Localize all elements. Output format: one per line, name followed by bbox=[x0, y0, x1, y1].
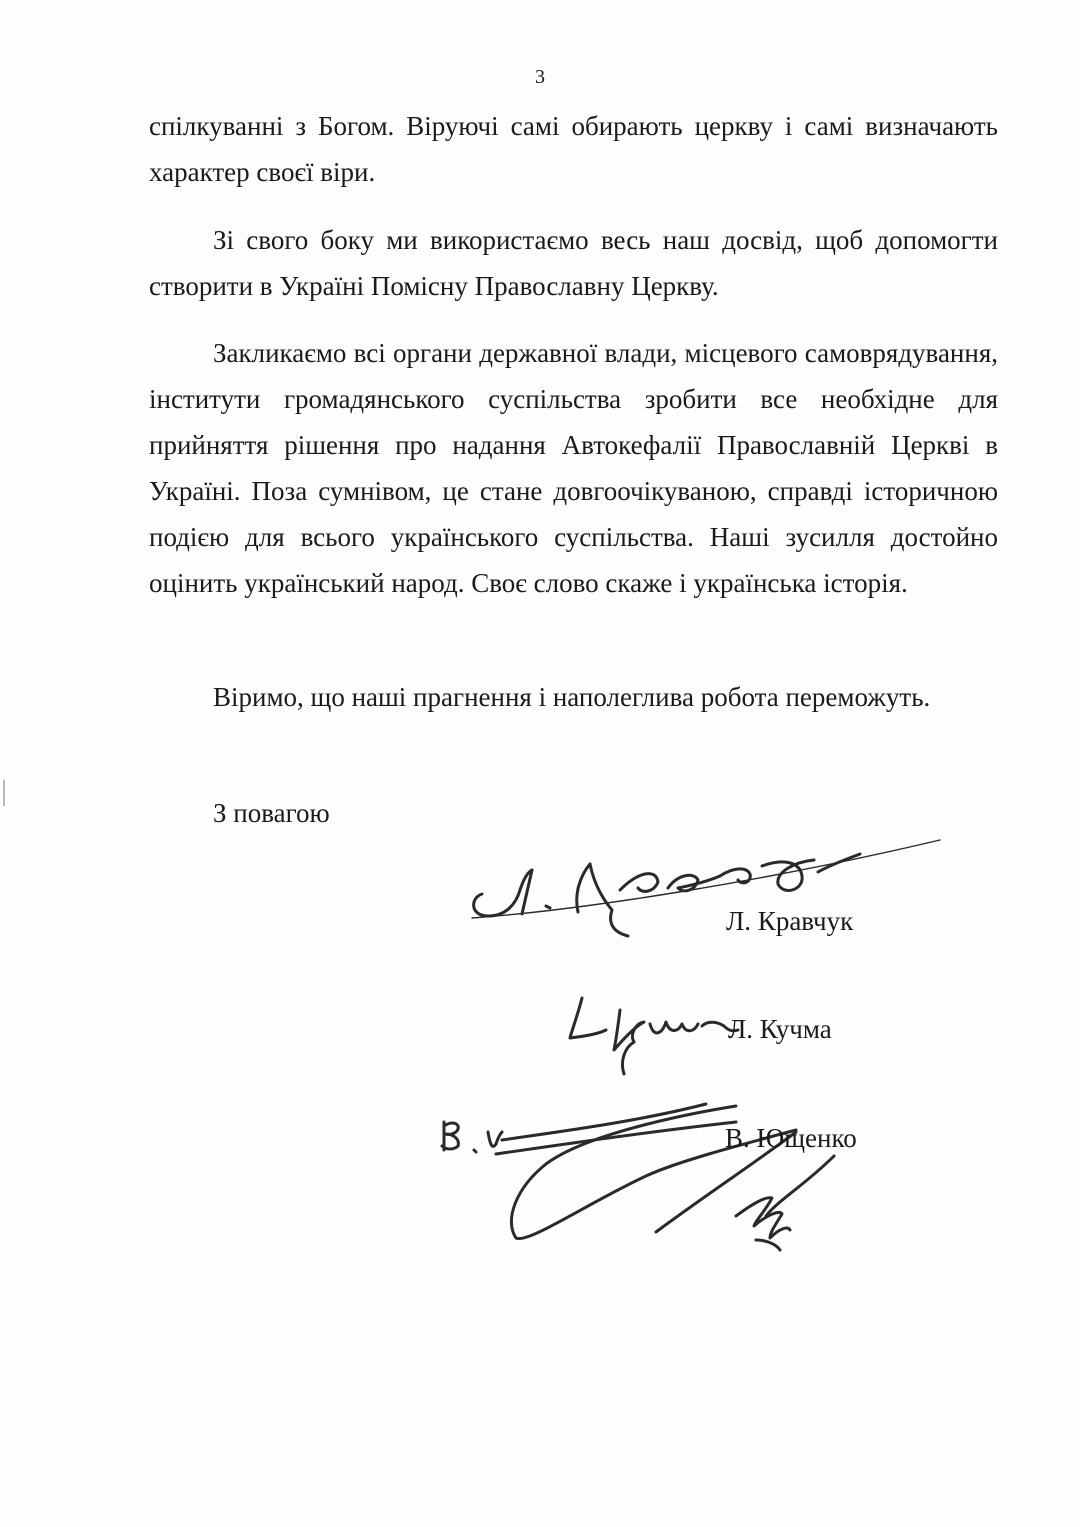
scan-edge-mark bbox=[3, 780, 5, 806]
closing-salutation: З повагою bbox=[213, 798, 330, 828]
signatory-yushchenko-name: В. Ющенко bbox=[725, 1123, 857, 1153]
signature-kuchma-scrawl bbox=[562, 990, 752, 1080]
paragraph-belief: Віримо, що наші прагнення і наполеглива робота переможуть. bbox=[213, 682, 931, 712]
paragraph-experience: Зі свого боку ми використаємо весь наш досвід, щоб допомогти створити в Україні Помісну Православну Церкву. bbox=[149, 225, 998, 301]
signature-kravchuk-scrawl bbox=[462, 832, 942, 942]
paragraph-continuation: спілкуванні з Богом. Віруючі самі обирають церкву і самі визначають характер своєї віри. bbox=[149, 111, 998, 187]
page-number: 3 bbox=[535, 66, 545, 88]
signatory-kuchma-name: Л. Кучма bbox=[728, 1014, 832, 1044]
paragraph-appeal: Закликаємо всі органи державної влади, місцевого самоврядування, інститути громадянського суспільства зробити все необхідне для прийняття рішення про надання Автокефалії Православній Церкві в Україні. Поза сумнівом, це стане довгоочікуваною, справді історичною подією для всього українського суспільства. Наші зусилля достойно оцінить український народ. Своє слово скаже і українська історія. bbox=[149, 338, 998, 598]
signature-yushchenko-scrawl bbox=[436, 1092, 856, 1272]
signatory-kravchuk-name: Л. Кравчук bbox=[726, 906, 854, 936]
